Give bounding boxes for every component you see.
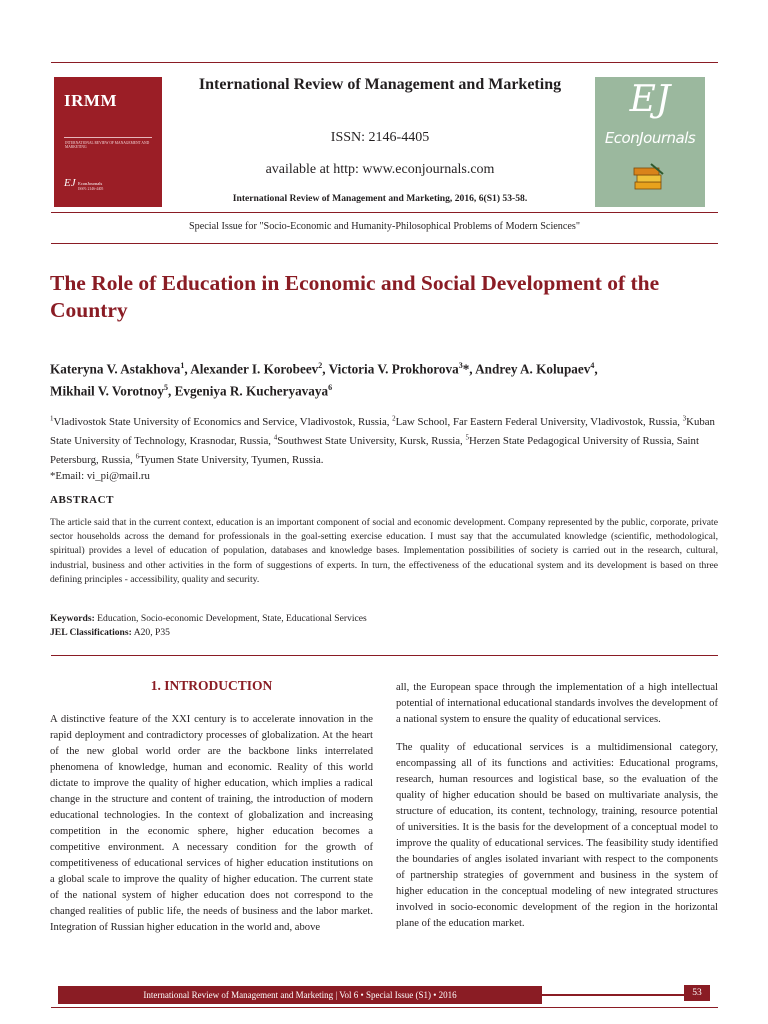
author-separator: , [184, 361, 191, 377]
affiliation-mark: 6 [135, 452, 140, 461]
affiliation-text: Kuban State University of Technology, Krasnodar, Russia, [50, 415, 715, 447]
abstract-heading: ABSTRACT [50, 494, 114, 506]
footer-text: International Review of Management and Marketing | Vol 6 • Special Issue (S1) • 2016 [143, 990, 457, 1000]
header-rule [51, 212, 718, 213]
affiliation-mark: 2 [392, 414, 396, 422]
top-rule [51, 62, 718, 63]
author-affiliation-mark: 4 [590, 361, 595, 370]
cover-logo-letters: EJ [64, 177, 76, 189]
econjournals-logo [595, 77, 705, 207]
body-column-right [396, 680, 718, 932]
affiliation-mark: 3 [682, 414, 687, 422]
jel-label: JEL Classifications: [50, 627, 132, 638]
author-separator: , [594, 361, 598, 377]
journal-issn: ISSN: 2146-4405 [330, 130, 430, 145]
special-issue-rule [51, 243, 718, 244]
journal-website[interactable]: available at http: www.econjournals.com [265, 162, 495, 177]
affiliation-text: Law School, Far Eastern Federal University, Vladivostok, Russia, [395, 415, 683, 428]
journal-title: International Review of Management and Marketing [198, 76, 562, 93]
jel-value: A20, P35 [131, 627, 170, 638]
author-affiliation-mark: 6 [328, 383, 333, 393]
books-icon [631, 162, 667, 194]
affiliation-text: Southwest State University, Kursk, Russia, [277, 434, 466, 447]
affiliation-mark: 4 [273, 433, 278, 442]
affiliation-mark: 5 [465, 433, 469, 442]
author-separator: , [322, 361, 329, 377]
author-name: Evgeniya R. Kucheryavaya [174, 383, 329, 399]
author-name: Mikhail V. Vorotnoy [50, 383, 164, 399]
affiliation-text: Herzen State Pedagogical University of Russia, Saint Petersburg, Russia, [50, 434, 699, 467]
special-issue-note: Special Issue for "Socio-Economic and Humanity-Philosophical Problems of Modern Sciences" [188, 221, 581, 232]
affiliations [50, 411, 720, 485]
affiliation-mark: 1 [50, 414, 54, 422]
logo-name: EconJournals [604, 129, 696, 147]
body-column-left [50, 712, 373, 936]
keywords-value: Education, Socio-economic Development, State, Educational Services [94, 613, 367, 624]
cover-divider [64, 137, 152, 138]
affiliation-list [50, 416, 715, 467]
cover-issn: ISSN: 2146-4405 [78, 187, 104, 191]
author-list [50, 356, 720, 401]
abstract-text: The article said that in the current context, education is an important component of social and economic development. Company represented by the public, corporate, private sector households across the demand for professionals in the goal-setting exercise education. I must say that the accumulated knowledge (scientific, methodological, spiritual) provides a level of education of population, databases and knowledge bases. Implementation possibilities of society is carried out in the research, cultural, industrial, business and other activities in the form of suggestions of experts. In turn, the effectiveness of the educational system and its development is based on three defining principles - accessibility, quality and security. [50, 517, 718, 585]
footer-line [542, 994, 684, 996]
paragraph: all, the European space through the implementation of a high intellectual potential of international educational standards involves the development of a national system to ensure the quality of educational services. [396, 682, 718, 725]
author-affiliation-mark: 1 [180, 361, 185, 370]
cover-subtitle: INTERNATIONAL REVIEW OF MANAGEMENT AND MARKETING [65, 141, 150, 150]
jel-classifications [50, 626, 170, 639]
author-name: Kateryna V. Astakhova [50, 361, 181, 377]
author-name: Alexander I. Korobeev [190, 361, 319, 377]
logo-letters: EJ [629, 79, 671, 120]
section-heading-introduction: 1. INTRODUCTION [150, 678, 273, 693]
paragraph: The quality of educational services is a multidimensional category, encompassing all of its functions and activities: Educational programs, research, human resources and logistical base, so the evaluation of the quality of higher education should be based on multivariate analysis, the structure of education, its content, technology, training, resource potential of universities. It is the basis for the development of a conceptual model to improve the quality of educational services. The feasibility study identified the boundaries of angles isolated invariant with respect to the components of partnership strategies of government and business in the system of higher education in the conceptual modeling of new integrated structures involved in socio-economic development of the region in the horizontal plane of the education market. [396, 742, 718, 929]
author-name: Andrey A. Kolupaev [475, 361, 591, 377]
author-separator: *, [462, 361, 476, 377]
affiliation-text: Tyumen State University, Tyumen, Russia. [139, 454, 324, 467]
author-affiliation-mark: 3 [458, 361, 463, 370]
footer-bar [58, 986, 542, 1004]
cover-title: IRMM [64, 91, 117, 110]
journal-cover-image [54, 77, 162, 207]
page-number: 53 [684, 985, 710, 1001]
author-separator: , [167, 383, 175, 399]
corresponding-email[interactable]: *Email: vi_pi@mail.ru [50, 470, 150, 483]
author-affiliation-mark: 2 [318, 361, 323, 370]
author-affiliation-mark: 5 [163, 383, 168, 393]
affiliation-text: Vladivostok State University of Economics and Service, Vladivostok, Russia, [53, 415, 393, 428]
abstract-rule [51, 655, 718, 656]
author-name: Victoria V. Prokhorova [328, 361, 459, 377]
keywords-label: Keywords: [50, 613, 95, 624]
journal-citation: International Review of Management and Marketing, 2016, 6(S1) 53-58. [232, 193, 528, 204]
article-title: The Role of Education in Economic and Social Development of the Country [50, 271, 660, 322]
paragraph: A distinctive feature of the XXI century is to accelerate innovation in the rapid deployment and contradictory processes of globalization. At the heart of the new global world order are the backbone links interrelated phenomena of knowledge, human and economic. Reality of this world dictate to improve the quality of higher education, which implies a radical change in the structure and content of training, the introduction of modern educational technologies. In the context of globalization and increasing competition in the economic sphere, higher education becomes a competitive environment. A necessary condition for the growth of competitiveness of educational services of higher education institutions on a global scale to improve the quality of higher education. The current state of the national system of higher education does not correspond to the changed realities of public life, the needs of business and the labor market. Integration of Russian higher education in the world and, above [50, 714, 373, 933]
keywords [50, 612, 367, 625]
cover-logo-name: EconJournals [78, 181, 103, 186]
